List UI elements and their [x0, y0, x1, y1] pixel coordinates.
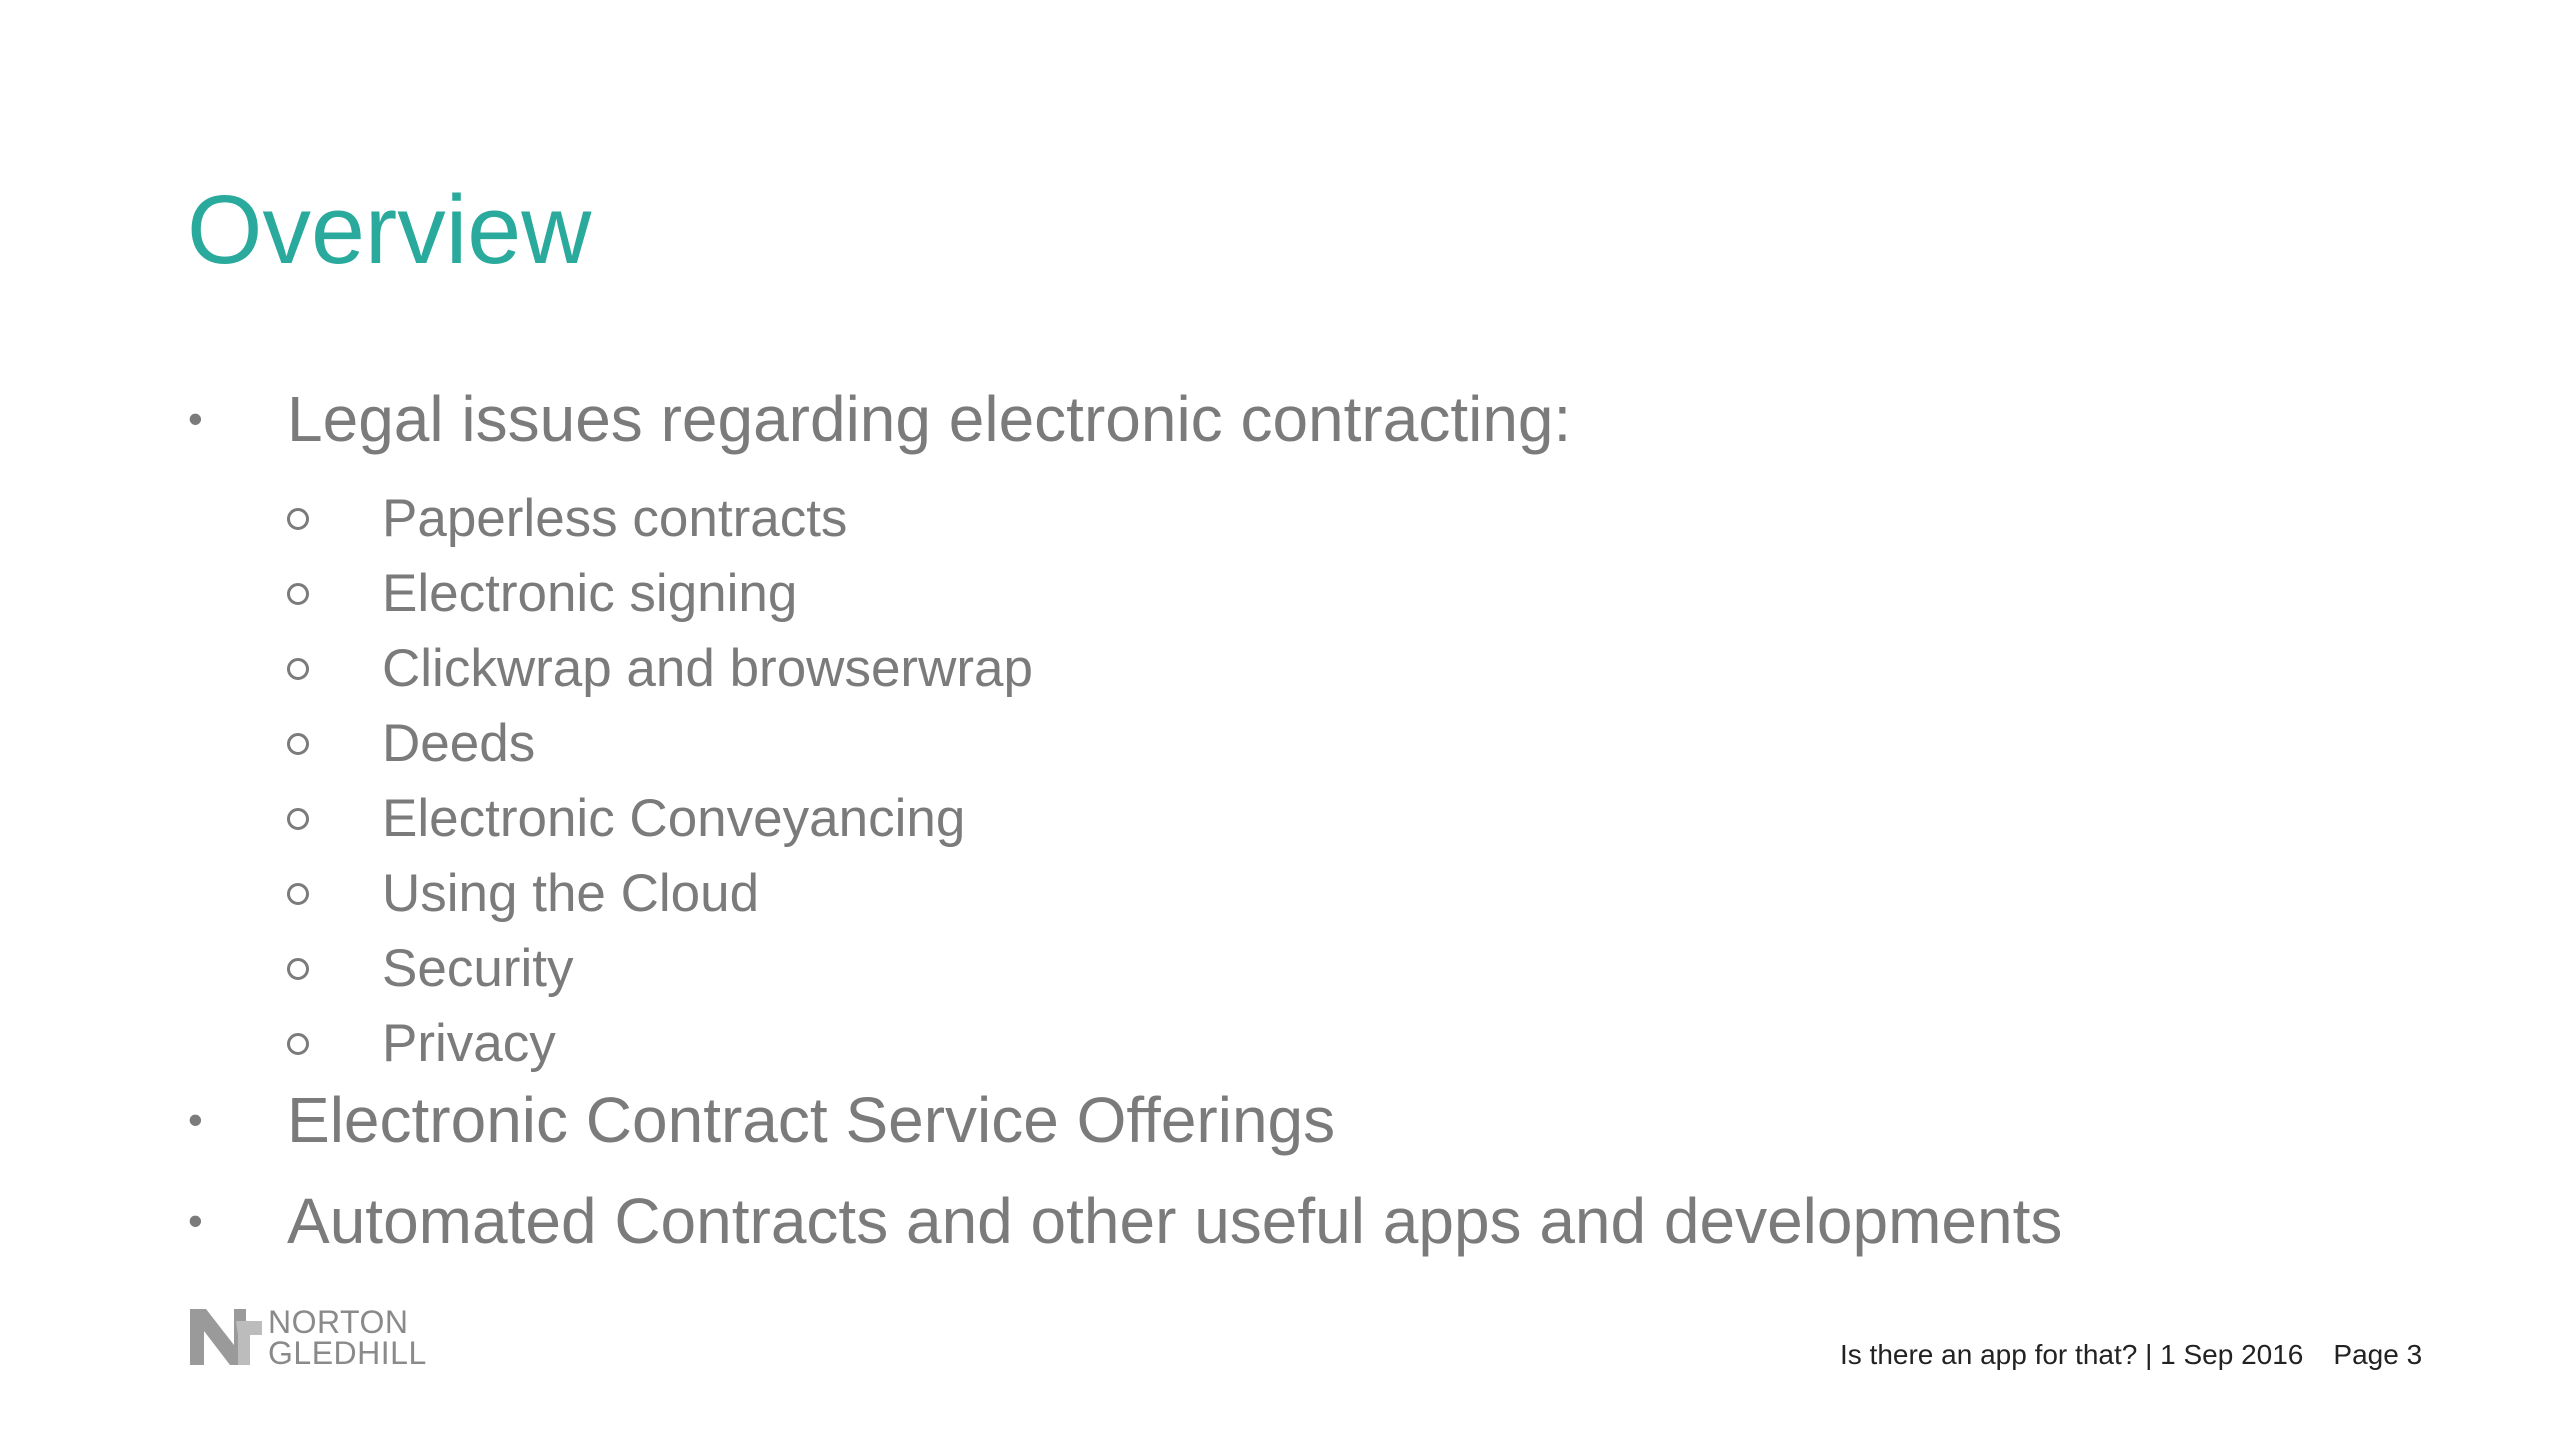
sub-bullet-text: Electronic signing: [382, 564, 798, 623]
hollow-circle-bullet-icon: [287, 733, 309, 755]
ng-logo-icon: [190, 1305, 262, 1369]
hollow-circle-bullet-icon: [287, 508, 309, 530]
page-number: Page 3: [2333, 1339, 2423, 1370]
sub-bullet-text: Electronic Conveyancing: [382, 789, 966, 848]
bullet-item: [0, 1075, 2400, 1165]
bullet-item: [0, 1176, 2400, 1266]
sub-bullet-item: [0, 706, 2400, 781]
sub-bullet-text: Paperless contracts: [382, 489, 848, 548]
sub-bullet-text: Using the Cloud: [382, 864, 760, 923]
bullet-icon: •: [188, 1197, 203, 1244]
sub-bullet-item: [0, 781, 2400, 856]
bullet-item: [0, 374, 2400, 464]
bullet-text: Electronic Contract Service Offerings: [287, 1084, 1336, 1156]
hollow-circle-bullet-icon: [287, 883, 309, 905]
hollow-circle-bullet-icon: [287, 658, 309, 680]
slide-title: Overview: [187, 175, 592, 284]
hollow-circle-bullet-icon: [287, 808, 309, 830]
sub-bullet-item: [0, 1006, 2400, 1081]
logo-line-2: GLEDHILL: [268, 1335, 427, 1371]
hollow-circle-bullet-icon: [287, 1033, 309, 1055]
sub-bullet-text: Privacy: [382, 1014, 556, 1073]
footer-caption: Is there an app for that? | 1 Sep 2016: [1840, 1339, 2304, 1370]
bullet-text: Automated Contracts and other useful apps and developments: [287, 1185, 2063, 1257]
footer: [1840, 1338, 2422, 1372]
logo-line-1: NORTON: [268, 1304, 409, 1340]
bullet-icon: •: [188, 395, 203, 442]
sub-bullet-text: Security: [382, 939, 574, 998]
sub-bullet-item: [0, 631, 2400, 706]
hollow-circle-bullet-icon: [287, 583, 309, 605]
hollow-circle-bullet-icon: [287, 958, 309, 980]
sub-bullet-item: [0, 556, 2400, 631]
sub-bullet-text: Clickwrap and browserwrap: [382, 639, 1033, 698]
bullet-text: Legal issues regarding electronic contracting:: [287, 383, 1572, 455]
sub-bullet-text: Deeds: [382, 714, 536, 773]
norton-gledhill-logo: [190, 1305, 430, 1371]
logo-wordmark: [268, 1304, 427, 1371]
sub-bullet-item: [0, 481, 2400, 556]
bullet-icon: •: [188, 1096, 203, 1143]
sub-bullet-item: [0, 931, 2400, 1006]
sub-bullet-item: [0, 856, 2400, 931]
